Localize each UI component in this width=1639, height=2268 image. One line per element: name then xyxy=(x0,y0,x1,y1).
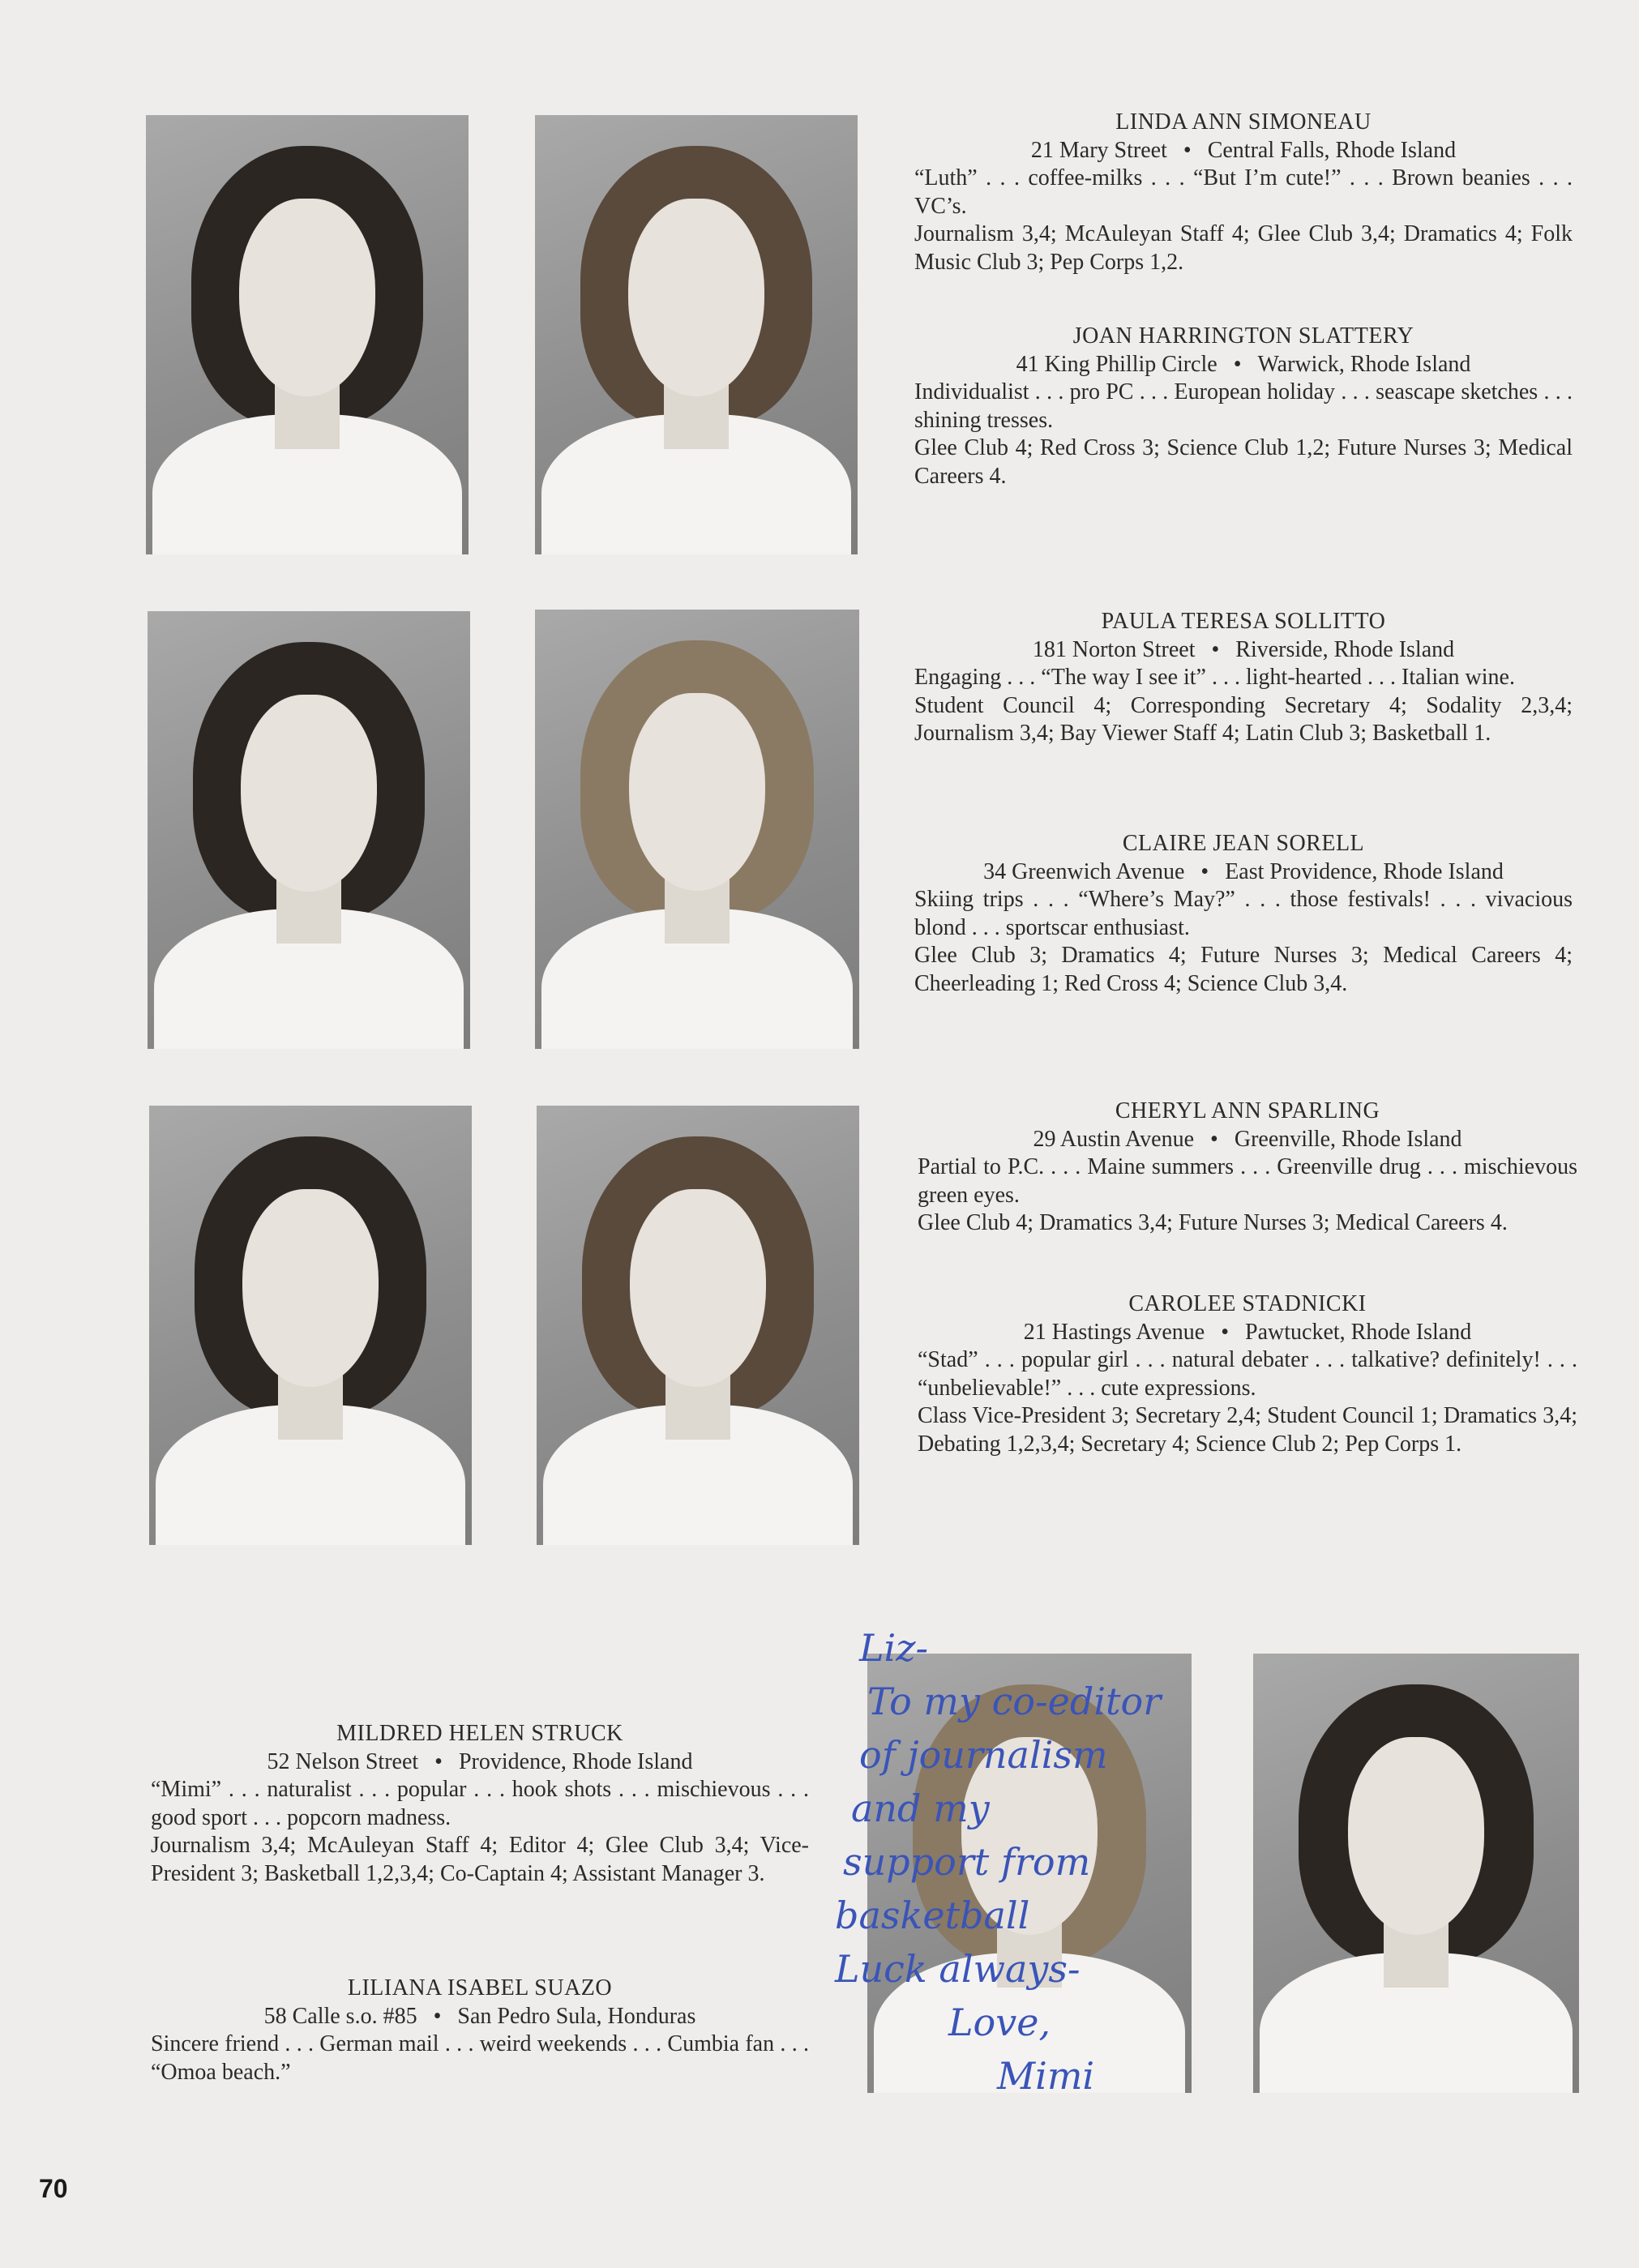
student-entry-slattery xyxy=(914,323,1573,490)
student-description: Skiing trips . . . “Where’s May?” . . . those festivals! . . . vivacious blond . . . sportscar enthusiast. xyxy=(914,887,1573,940)
student-address: 21 Hastings Avenue • Pawtucket, Rhode Island xyxy=(1023,1319,1472,1345)
handwritten-inscription: Liz- To my co-editor of journalism and my support from basketball Luck always- Love, Mimi xyxy=(835,1626,1162,2098)
student-address: 52 Nelson Street • Providence, Rhode Island xyxy=(267,1748,693,1774)
student-activities: Glee Club 4; Red Cross 3; Science Club 1,2; Future Nurses 3; Medical Careers 4. xyxy=(914,435,1573,489)
student-description: “Luth” . . . coffee-milks . . . “But I’m cute!” . . . Brown beanies . . . VC’s. xyxy=(914,165,1573,219)
student-address: 181 Norton Street • Riverside, Rhode Island xyxy=(1032,636,1455,662)
student-name: PAULA TERESA SOLLITTO xyxy=(1101,609,1386,634)
student-entry-struck xyxy=(151,1720,809,1888)
portrait-photo-suazo xyxy=(1253,1654,1579,2093)
portrait-photo-simoneau xyxy=(146,115,469,554)
student-description: Individualist . . . pro PC . . . European holiday . . . seascape sketches . . . shining tresses. xyxy=(914,379,1573,433)
student-activities: Glee Club 3; Dramatics 4; Future Nurses 3; Medical Careers 4; Cheerleading 1; Red Cross 4; Science Club 3,4. xyxy=(914,943,1573,996)
student-address: 29 Austin Avenue • Greenville, Rhode Island xyxy=(1033,1126,1462,1152)
student-entry-sollitto xyxy=(914,608,1573,748)
student-entry-stadnicki xyxy=(918,1290,1577,1458)
portrait-photo-sollitto xyxy=(148,611,470,1049)
page-number: 70 xyxy=(39,2174,68,2203)
student-activities: Class Vice-President 3; Secretary 2,4; Student Council 1; Dramatics 3,4; Debating 1,2,3,4; Secretary 4; Science Club 2; Pep Corps 1. xyxy=(918,1403,1577,1457)
student-description: Partial to P.C. . . . Maine summers . . . Greenville drug . . . mischievous green eyes. xyxy=(918,1154,1577,1208)
student-activities: Journalism 3,4; McAuleyan Staff 4; Glee Club 3,4; Dramatics 4; Folk Music Club 3; Pep Corps 1,2. xyxy=(914,221,1573,275)
student-entry-simoneau xyxy=(914,109,1573,276)
student-name: LINDA ANN SIMONEAU xyxy=(1115,109,1372,135)
student-name: LILIANA ISABEL SUAZO xyxy=(347,1975,613,2001)
student-address: 21 Mary Street • Central Falls, Rhode Island xyxy=(1030,137,1457,163)
student-activities: Glee Club 4; Dramatics 3,4; Future Nurses 3; Medical Careers 4. xyxy=(918,1210,1508,1235)
student-description: Engaging . . . “The way I see it” . . . light-hearted . . . Italian wine. xyxy=(914,665,1515,690)
student-activities: Student Council 4; Corresponding Secretary 4; Sodality 2,3,4; Journalism 3,4; Bay Viewer Staff 4; Latin Club 3; Basketball 1. xyxy=(914,692,1573,746)
student-name: CLAIRE JEAN SORELL xyxy=(1122,831,1365,856)
student-address: 58 Calle s.o. #85 • San Pedro Sula, Honduras xyxy=(263,2003,696,2029)
student-name: CAROLEE STADNICKI xyxy=(1128,1291,1367,1316)
student-name: MILDRED HELEN STRUCK xyxy=(336,1721,623,1746)
student-entry-sparling xyxy=(918,1098,1577,1238)
student-description: Sincere friend . . . German mail . . . weird weekends . . . Cumbia fan . . . “Omoa beach.” xyxy=(151,2031,809,2085)
portrait-photo-sorell xyxy=(535,610,859,1049)
student-name: CHERYL ANN SPARLING xyxy=(1115,1098,1380,1123)
student-description: “Stad” . . . popular girl . . . natural debater . . . talkative? definitely! . . . “unbelievable!” . . . cute expressions. xyxy=(918,1347,1577,1401)
portrait-photo-stadnicki xyxy=(537,1106,859,1545)
student-entry-sorell xyxy=(914,830,1573,998)
portrait-photo-slattery xyxy=(535,115,858,554)
student-entry-suazo xyxy=(151,1975,809,2086)
student-address: 34 Greenwich Avenue • East Providence, Rhode Island xyxy=(983,858,1504,884)
student-activities: Journalism 3,4; McAuleyan Staff 4; Editor 4; Glee Club 3,4; Vice-President 3; Basketball 1,2,3,4; Co-Captain 4; Assistant Manager 3. xyxy=(151,1833,809,1886)
student-name: JOAN HARRINGTON SLATTERY xyxy=(1072,323,1414,349)
portrait-photo-sparling xyxy=(149,1106,472,1545)
student-description: “Mimi” . . . naturalist . . . popular . . . hook shots . . . mischievous . . . good sport . . . popcorn madness. xyxy=(151,1777,809,1830)
student-address: 41 King Phillip Circle • Warwick, Rhode Island xyxy=(1016,351,1471,377)
